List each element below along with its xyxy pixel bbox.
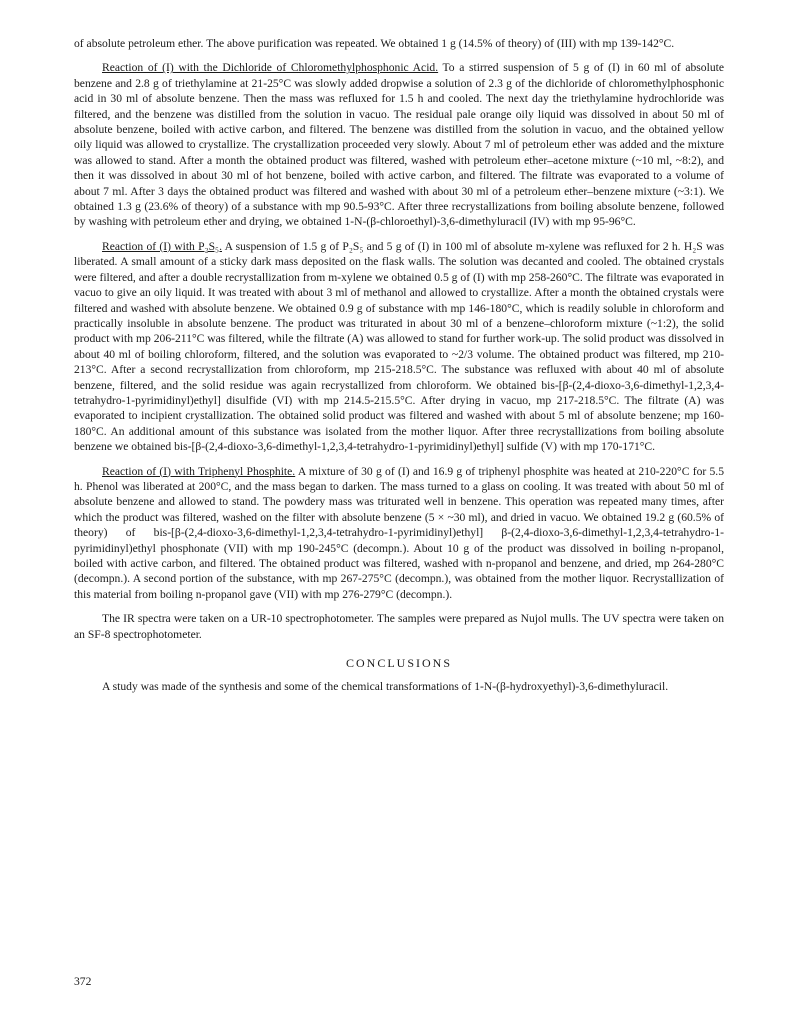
paragraph-text: A suspension of 1.5 g of P₂S₅ and 5 g of (I) in 100 ml of absolute m-xylene was refluxed for 2 h. H₂S was liberated. A small amount of a sticky dark mass deposited on the flask walls. The solution was decanted and cooled. The obtained crystals were filtered, and after a double recrystallization from m-xylene we obtained 0.5 g of (I) with mp 258-260°C. The filtrate was evaporated in vacuo to give an oily liquid. It was treated with about 3 ml of methanol and allowed to crystallize. After a month the obtained crystals were filtered and washed with absolute benzene. We obtained 0.9 g of substance with mp 146-180°C, which is readily soluble in chloroform and practically insoluble in absolute benzene. The product was triturated in about 30 ml of a benzene–chloroform mixture (~1:2), the solid product with mp 206-211°C was filtered, while the filtrate (A) was allowed to stand for further work-up. The solid product was dissolved in about 40 ml of boiling chloroform, filtered, and the solution was evaporated to ~2/3 volume. The obtained product was filtered, mp 210-213°C. After a second recrystallization from chloroform, mp 215-218.5°C. The substance was refluxed with about 40 ml of absolute benzene, filtered, and the solid residue was again recrystallized from chloroform. We obtained bis-[β-(2,4-dioxo-3,6-dimethyl-1,2,3,4-tetrahydro-1-pyrimidinyl)ethyl] disulfide (VI) with mp 214.5-215.5°C. After drying in vacuo, mp 217-218.5°C. The filtrate (A) was evaporated to incipient crystallization. The obtained solid product was filtered and washed with about 5 ml of absolute benzene; mp 160-180°C. An additional amount of this substance was isolated from the mother liquor. After three recrystallizations from boiling absolute benzene we obtained bis-[β-(2,4-dioxo-3,6-dimethyl-1,2,3,4-tetrahydro-1-pyrimidinyl)ethyl] sulfide (V) with mp 170-171°C. <box>74 239 724 454</box>
paragraph-text: The IR spectra were taken on a UR-10 spectrophotometer. The samples were prepared as Nujol mulls. The UV spectra were taken on an SF-8 spectrophotometer. <box>74 612 724 641</box>
conclusions-heading: CONCLUSIONS <box>345 656 452 671</box>
section-run-in-title: Reaction of (I) with the Dichloride of Chloromethylphosphonic Acid. <box>102 61 439 75</box>
paragraph-chloromethylphosphonic-reaction <box>74 60 724 229</box>
page-body <box>74 36 724 703</box>
paragraph-p2s5-reaction <box>74 239 724 455</box>
paragraph-purification-end <box>74 36 724 51</box>
section-run-in-title: Reaction of (I) with Triphenyl Phosphite. <box>102 464 296 478</box>
paragraph-text: of absolute petroleum ether. The above purification was repeated. We obtained 1 g (14.5% of theory) of (III) with mp 139-142°C. <box>74 37 675 50</box>
section-run-in-title: Reaction of (I) with P₂S₅. <box>102 239 222 253</box>
page-number: 372 <box>74 975 92 988</box>
paragraph-text: A mixture of 30 g of (I) and 16.9 g of triphenyl phosphite was heated at 210-220°C for 5.5 h. Phenol was liberated at 200°C, and the mass began to darken. The mass turned to a glass on cooling. It was treated with about 50 ml of absolute benzene and allowed to stand. The powdery mass was triturated well in benzene. This operation was repeated many times, after which the product was filtered, washed on the filter with absolute benzene (5 × ~30 ml), and dried in vacuo. We obtained 19.2 g (60.5% of theory) of bis-[β-(2,4-dioxo-3,6-dimethyl-1,2,3,4-tetrahydro-1-pyrimidinyl)ethyl] β-(2,4-dioxo-3,6-dimethyl-1,2,3,4-tetrahydro-1-pyrimidinyl)ethyl phosphonate (VII) with mp 190-245°C (decompn.). About 10 g of the product was dissolved in boiling n-propanol, boiled with active carbon, and filtered. The obtained product was filtered, washed with n-propanol and benzene, and dried, mp 264-280°C (decompn.). A second portion of the substance, with mp 267-275°C (decompn.), was obtained from the mother liquor. Recrystallization of this material from boiling n-propanol gave (VII) with mp 276-279°C (decompn.). <box>74 464 724 601</box>
conclusions-paragraph <box>74 679 724 694</box>
conclusions-text: A study was made of the synthesis and some of the chemical transformations of 1-N-(β-hydroxyethyl)-3,6-dimethyluracil. <box>102 680 669 694</box>
paragraph-spectra-note <box>74 611 724 642</box>
paragraph-text: To a stirred suspension of 5 g of (I) in 60 ml of absolute benzene and 2.8 g of triethylamine at 21-25°C was slowly added dropwise a solution of 2.3 g of the dichloride of chloromethylphosphonic acid in 30 ml of absolute benzene. Then the mass was refluxed for 1.5 h and cooled. The next day the triethylamine hydrochloride was filtered, and the benzene was distilled from the solution in vacuo. The residual pale orange oily liquid was dissolved in about 50 ml of absolute benzene, boiled with active carbon, and filtered. The benzene was distilled from the solution in vacuo, and the obtained yellow oily liquid was allowed to crystallize. The crystallization proceeded very slowly. About 7 ml of petroleum ether was added and the mixture was allowed to stand. After a month the obtained product was filtered, washed with petroleum ether–acetone mixture (~10 ml, ~8:2), and then it was dissolved in about 30 ml of hot benzene, boiled with active carbon, and filtered. The filtrate was evaporated to a volume of about 7 ml. After 3 days the obtained product was filtered and washed with about 30 ml of a petroleum ether–benzene mixture (~3:1). We obtained 1.3 g (23.6% of theory) of a substance with mp 90.5-93°C. After three recrystallizations from boiling absolute benzene, followed by washing with petroleum ether and drying, we obtained 1-N-(β-chloroethyl)-3,6-dimethyluracil (IV) with mp 95-96°C. <box>74 61 724 229</box>
paragraph-triphenyl-phosphite-reaction <box>74 464 724 603</box>
